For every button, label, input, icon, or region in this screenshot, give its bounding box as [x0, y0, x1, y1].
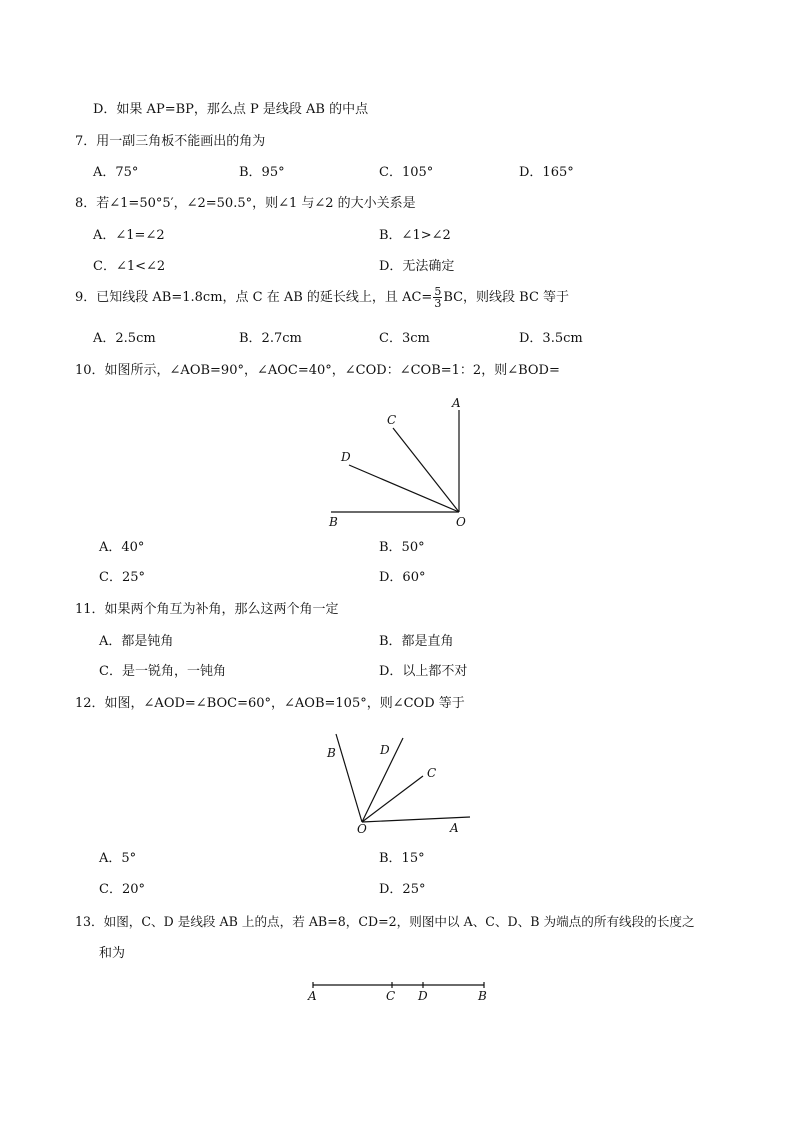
q10-label-o: O	[456, 515, 466, 529]
q10-label-d: D	[341, 450, 351, 464]
q8-option-c: C．∠1<∠2	[93, 259, 166, 274]
q10-option-b: B．50°	[379, 540, 425, 555]
q10-label-a: A	[452, 396, 461, 410]
q9-option-a: A．2.5cm	[93, 331, 156, 346]
q13-label-a: A	[308, 989, 317, 1003]
q9-stem-post: BC，则线段 BC 等于	[443, 290, 570, 305]
q12-label-c: C	[427, 766, 437, 780]
q9-option-d: D．3.5cm	[519, 331, 583, 346]
q10-label-b: B	[329, 515, 338, 529]
q9-stem-pre: 9．已知线段 AB=1.8cm，点 C 在 AB 的延长线上，且 AC=	[75, 290, 433, 305]
q11-option-a: A．都是钝角	[99, 634, 174, 649]
q12-stem: 12．如图，∠AOD=∠BOC=60°，∠AOB=105°，则∠COD 等于	[75, 696, 465, 711]
q12-label-d: D	[380, 743, 390, 757]
q13-label-b: B	[478, 989, 487, 1003]
q11-option-d: D．以上都不对	[379, 664, 468, 679]
q7-option-a: A．75°	[93, 165, 139, 180]
q10-option-c: C．25°	[99, 570, 145, 585]
q13-stem-line2: 和为	[99, 946, 126, 961]
q9-option-c: C．3cm	[379, 331, 430, 346]
q7-option-d: D．165°	[519, 165, 574, 180]
q7-option-c: C．105°	[379, 165, 434, 180]
q6-option-d: D．如果 AP=BP，那么点 P 是线段 AB 的中点	[93, 102, 369, 117]
q8-option-a: A．∠1=∠2	[93, 228, 165, 243]
q11-stem: 11．如果两个角互为补角，那么这两个角一定	[75, 602, 339, 617]
q9-option-b: B．2.7cm	[239, 331, 302, 346]
q13-label-d: D	[418, 989, 428, 1003]
q12-option-c: C．20°	[99, 882, 145, 897]
q9-frac-num: 5	[434, 285, 442, 298]
q8-option-d: D．无法确定	[379, 259, 455, 274]
q13-stem-line1: 13．如图，C、D 是线段 AB 上的点，若 AB=8，CD=2，则图中以 A、C、D、B 为端点的所有线段的长度之	[75, 914, 695, 929]
q12-label-o: O	[357, 822, 367, 836]
q12-label-b: B	[327, 746, 336, 760]
q12-label-a: A	[450, 821, 459, 835]
q8-option-b: B．∠1>∠2	[379, 228, 451, 243]
q12-option-d: D．25°	[379, 882, 426, 897]
q12-option-b: B．15°	[379, 851, 425, 866]
q11-option-c: C．是一锐角，一钝角	[99, 664, 226, 679]
q13-label-c: C	[386, 989, 396, 1003]
q10-label-c: C	[387, 413, 397, 427]
q7-option-b: B．95°	[239, 165, 285, 180]
q10-option-d: D．60°	[379, 570, 426, 585]
q10-stem: 10．如图所示，∠AOB=90°，∠AOC=40°，∠COD：∠COB=1：2，则∠BOD=	[75, 363, 560, 378]
q10-option-a: A．40°	[99, 540, 145, 555]
q8-stem: 8．若∠1=50°5′，∠2=50.5°，则∠1 与∠2 的大小关系是	[75, 196, 416, 211]
q7-stem: 7．用一副三角板不能画出的角为	[75, 134, 266, 149]
q11-option-b: B．都是直角	[379, 634, 454, 649]
q9-frac-den: 3	[434, 297, 442, 310]
q12-option-a: A．5°	[99, 851, 137, 866]
